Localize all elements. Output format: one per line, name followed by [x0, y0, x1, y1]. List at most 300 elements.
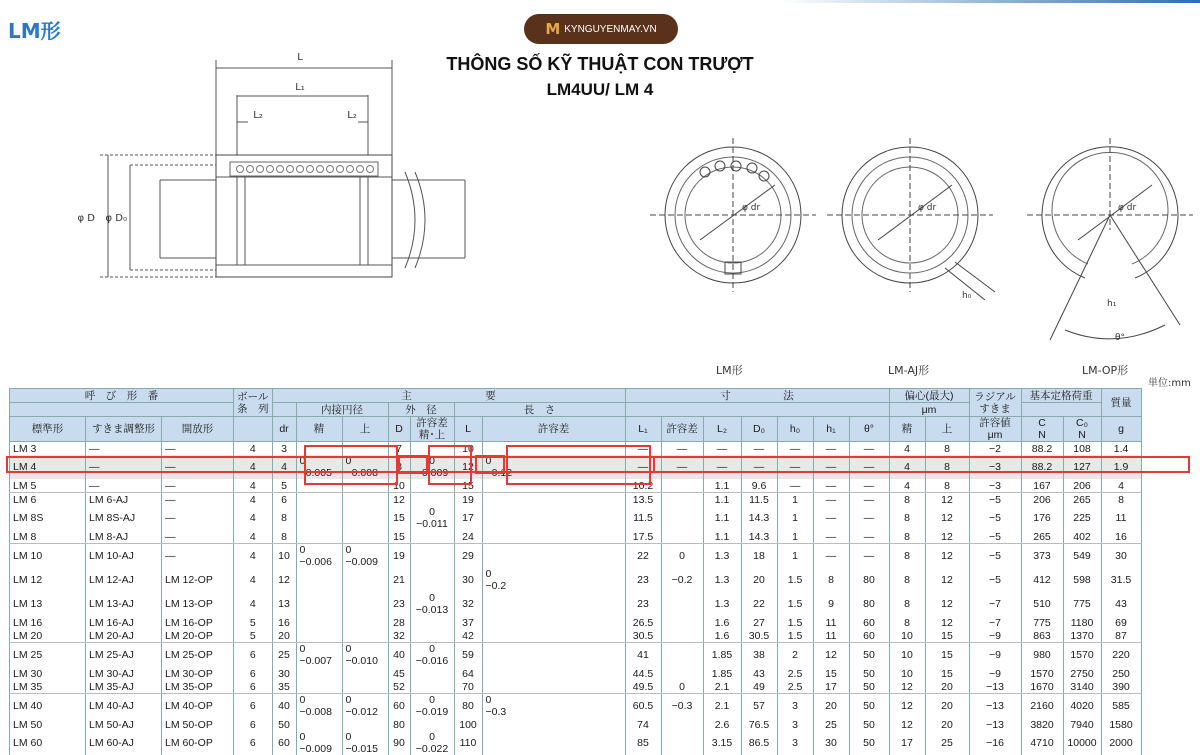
- cell-open: —: [162, 455, 234, 479]
- cell-g: 1.9: [1101, 455, 1141, 479]
- cell-L2: 1.85: [703, 643, 741, 668]
- cell-open: LM 50-OP: [162, 718, 234, 731]
- cell-h1: 30: [813, 731, 849, 755]
- cell-std: LM 40: [10, 694, 86, 719]
- cell-ball: 6: [234, 718, 273, 731]
- cell-L2: 2.6: [703, 718, 741, 731]
- cell-tol: [296, 506, 342, 530]
- cell-e1: 12: [889, 680, 925, 694]
- cell-tol: [482, 694, 625, 719]
- cell-tol: [342, 667, 388, 680]
- cell-e1: 12: [889, 718, 925, 731]
- lm-op-dr-label: φ dr: [1118, 203, 1137, 213]
- cell-L: 42: [454, 629, 482, 643]
- cell-C: 176: [1021, 506, 1063, 530]
- cell-L2: 1.85: [703, 667, 741, 680]
- cell-tol: [296, 643, 342, 668]
- cell-e1: 4: [889, 455, 925, 479]
- h-mass: 質量: [1101, 389, 1141, 417]
- cell-L: 59: [454, 643, 482, 668]
- dim-phiD: φ D: [77, 213, 95, 224]
- cell-e2: 15: [925, 629, 969, 643]
- cell-D0: 27: [741, 616, 777, 629]
- cell-tol: [410, 667, 454, 680]
- tol-lower: −0.12: [485, 467, 513, 479]
- h-jo: 上: [342, 417, 388, 442]
- cell-D0: 18: [741, 544, 777, 569]
- cell-tol: [296, 568, 342, 592]
- lm-op-theta-label: θ°: [1115, 333, 1126, 343]
- cell-e1: 8: [889, 568, 925, 592]
- h-sukimachosei: すきま調整形: [86, 417, 162, 442]
- caption-lm: LM形: [716, 364, 743, 377]
- tol-lower: −0.005: [299, 467, 332, 479]
- cell-tol: [410, 530, 454, 544]
- cell-tol: [342, 568, 388, 592]
- cell-rad: −13: [969, 718, 1021, 731]
- cell-D: 52: [388, 680, 410, 694]
- cell-dr: 8: [272, 506, 296, 530]
- cell-ball: 4: [234, 544, 273, 569]
- cell-e1: 4: [889, 442, 925, 456]
- lm-dr-label: φ dr: [742, 203, 761, 213]
- cell-th: 50: [849, 731, 889, 755]
- cell-tol: [410, 592, 454, 616]
- cell-open: LM 30-OP: [162, 667, 234, 680]
- cell-C: 265: [1021, 530, 1063, 544]
- cell-D: 90: [388, 731, 410, 755]
- tol-upper: 0: [429, 455, 435, 467]
- cell-C: 1670: [1021, 680, 1063, 694]
- cell-e2: 8: [925, 455, 969, 479]
- cell-tol: [342, 718, 388, 731]
- cell-ball: 6: [234, 694, 273, 719]
- caption-lm-aj: LM-AJ形: [888, 364, 930, 377]
- cell-L: 19: [454, 493, 482, 507]
- cell-std: LM 8S: [10, 506, 86, 530]
- cell-C: 2160: [1021, 694, 1063, 719]
- h-gai: 外 径: [388, 403, 454, 417]
- dim-L: L: [297, 52, 303, 63]
- cell-tol: [296, 629, 342, 643]
- tol-upper: 0: [345, 731, 352, 743]
- cell-rad: −5: [969, 493, 1021, 507]
- page-subtitle: LM4UU/ LM 4: [546, 80, 654, 99]
- tol-lower: −0.010: [345, 655, 378, 667]
- cell-tol_l1: −0.2: [661, 568, 703, 592]
- cell-ball: 6: [234, 680, 273, 694]
- h-henshin: 偏心(最大): [889, 389, 969, 403]
- cell-L2: 3.15: [703, 731, 741, 755]
- table-row: [10, 479, 1142, 493]
- cell-D0: 86.5: [741, 731, 777, 755]
- cell-rad: −9: [969, 643, 1021, 668]
- cell-h1: —: [813, 506, 849, 530]
- cell-h0: 1: [777, 544, 813, 569]
- cell-C: 3820: [1021, 718, 1063, 731]
- table-row: [10, 694, 1142, 719]
- cell-e2: 12: [925, 568, 969, 592]
- cell-L1: 44.5: [625, 667, 661, 680]
- cell-th: —: [849, 530, 889, 544]
- h-kyoyosa-L: 許容差: [482, 417, 625, 442]
- spec-table: [9, 388, 1142, 755]
- cell-tol: [410, 680, 454, 694]
- cell-dr: 5: [272, 479, 296, 493]
- cell-L: 10: [454, 442, 482, 456]
- h-radial: ラジアル すきま: [969, 389, 1021, 417]
- cell-h0: 1.5: [777, 592, 813, 616]
- cell-tol: [342, 616, 388, 629]
- cell-th: 50: [849, 643, 889, 668]
- cell-e2: 8: [925, 479, 969, 493]
- cell-tol: [342, 680, 388, 694]
- cell-e2: 15: [925, 667, 969, 680]
- cell-open: —: [162, 544, 234, 569]
- cell-L1: 30.5: [625, 629, 661, 643]
- cell-tol: [482, 442, 625, 456]
- cell-e1: 10: [889, 667, 925, 680]
- cell-tol: [296, 718, 342, 731]
- cell-g: 4: [1101, 479, 1141, 493]
- tol-upper: 0: [485, 568, 492, 580]
- cell-e2: 20: [925, 680, 969, 694]
- cell-ball: 4: [234, 592, 273, 616]
- tol-upper: 0: [345, 455, 352, 467]
- cell-th: —: [849, 455, 889, 479]
- cell-L1: —: [625, 442, 661, 456]
- cell-D0: —: [741, 455, 777, 479]
- cell-dr: 4: [272, 455, 296, 479]
- cell-h0: —: [777, 455, 813, 479]
- table-row: [10, 493, 1142, 507]
- cell-open: LM 40-OP: [162, 694, 234, 719]
- cell-std: LM 25: [10, 643, 86, 668]
- table-row: [10, 616, 1142, 629]
- cell-std: LM 5: [10, 479, 86, 493]
- tol-upper: 0: [429, 694, 435, 706]
- h-sunpo: 寸 法: [625, 389, 889, 403]
- cell-std: LM 13: [10, 592, 86, 616]
- cell-tol: [342, 592, 388, 616]
- cell-C0: 1370: [1063, 629, 1101, 643]
- cell-L1: 85: [625, 731, 661, 755]
- cell-tol_l1: [661, 667, 703, 680]
- cell-tol: [410, 616, 454, 629]
- cell-adj: —: [86, 455, 162, 479]
- cell-tol: [482, 643, 625, 668]
- cell-tol: [342, 643, 388, 668]
- h-shuyo: 主 要: [272, 389, 625, 403]
- cell-e1: 8: [889, 506, 925, 530]
- cell-D0: 11.5: [741, 493, 777, 507]
- cell-C0: 402: [1063, 530, 1101, 544]
- cell-th: —: [849, 479, 889, 493]
- cell-th: 50: [849, 694, 889, 719]
- cell-rad: −5: [969, 568, 1021, 592]
- cell-tol: [410, 479, 454, 493]
- lm-aj-h0-label: h₀: [962, 291, 972, 301]
- cell-tol: [410, 643, 454, 668]
- tol-lower: −0.009: [299, 743, 332, 755]
- cell-L1: 13.5: [625, 493, 661, 507]
- table-row: [10, 718, 1142, 731]
- cell-dr: 8: [272, 530, 296, 544]
- cell-tol: [482, 530, 625, 544]
- tol-lower: −0.007: [299, 655, 332, 667]
- cell-h1: —: [813, 493, 849, 507]
- cell-L1: —: [625, 455, 661, 479]
- cell-ball: 4: [234, 568, 273, 592]
- cell-e1: 8: [889, 544, 925, 569]
- cell-e1: 8: [889, 616, 925, 629]
- cell-tol: [410, 694, 454, 719]
- cell-open: LM 60-OP: [162, 731, 234, 755]
- cell-rad: −3: [969, 479, 1021, 493]
- cell-e2: 15: [925, 643, 969, 668]
- cell-open: —: [162, 442, 234, 456]
- cell-h1: 20: [813, 694, 849, 719]
- cell-h0: 1.5: [777, 616, 813, 629]
- cell-dr: 40: [272, 694, 296, 719]
- cell-tol: [342, 694, 388, 719]
- cell-D0: 38: [741, 643, 777, 668]
- cell-h1: 11: [813, 629, 849, 643]
- cell-D0: 57: [741, 694, 777, 719]
- tol-upper: 0: [429, 643, 435, 655]
- cell-tol_l1: [661, 718, 703, 731]
- cell-dr: 10: [272, 544, 296, 569]
- cell-dr: 35: [272, 680, 296, 694]
- cell-tol_l1: 0: [661, 680, 703, 694]
- cell-dr: 25: [272, 643, 296, 668]
- table-row: [10, 667, 1142, 680]
- table-row: [10, 643, 1142, 668]
- cell-dr: 12: [272, 568, 296, 592]
- cell-D0: 30.5: [741, 629, 777, 643]
- cell-L1: 49.5: [625, 680, 661, 694]
- cell-L1: 41: [625, 643, 661, 668]
- cell-tol: [296, 694, 342, 719]
- cell-L: 80: [454, 694, 482, 719]
- cell-adj: LM 8S-AJ: [86, 506, 162, 530]
- cell-tol: [296, 544, 342, 569]
- cell-tol_l1: —: [661, 442, 703, 456]
- cell-ball: 4: [234, 506, 273, 530]
- cell-D: 15: [388, 530, 410, 544]
- cell-D: 32: [388, 629, 410, 643]
- cell-C0: 225: [1063, 506, 1101, 530]
- h-C: C N: [1021, 417, 1063, 442]
- cell-tol: [410, 455, 454, 479]
- tol-lower: −0.016: [415, 655, 449, 667]
- caption-lm-op: LM-OP形: [1082, 364, 1129, 377]
- tol-lower: −0.2: [485, 580, 507, 592]
- cell-adj: LM 35-AJ: [86, 680, 162, 694]
- tol-upper: 0: [299, 731, 306, 743]
- cell-rad: −16: [969, 731, 1021, 755]
- cell-h1: 9: [813, 592, 849, 616]
- cell-L1: 10.2: [625, 479, 661, 493]
- cell-L1: 60.5: [625, 694, 661, 719]
- cell-tol: [296, 455, 342, 479]
- cell-adj: LM 60-AJ: [86, 731, 162, 755]
- cell-std: LM 30: [10, 667, 86, 680]
- cell-h1: —: [813, 479, 849, 493]
- cell-h1: 12: [813, 643, 849, 668]
- cell-open: —: [162, 479, 234, 493]
- cell-dr: 30: [272, 667, 296, 680]
- cell-e1: 12: [889, 694, 925, 719]
- cell-D0: 76.5: [741, 718, 777, 731]
- cell-D: 15: [388, 506, 410, 530]
- cell-D: 10: [388, 479, 410, 493]
- cell-C: 1570: [1021, 667, 1063, 680]
- cell-D0: —: [741, 442, 777, 456]
- h-D0: D₀: [741, 417, 777, 442]
- cell-h1: 8: [813, 568, 849, 592]
- h-um2: 許容値 μm: [969, 417, 1021, 442]
- cell-e1: 4: [889, 479, 925, 493]
- cell-g: 87: [1101, 629, 1141, 643]
- cell-C0: 598: [1063, 568, 1101, 592]
- tol-upper: 0: [299, 544, 306, 556]
- cell-th: —: [849, 493, 889, 507]
- h-L: L: [454, 417, 482, 442]
- cell-h0: 1.5: [777, 629, 813, 643]
- cell-th: 50: [849, 680, 889, 694]
- cell-open: LM 20-OP: [162, 629, 234, 643]
- cell-dr: 13: [272, 592, 296, 616]
- cell-C: 775: [1021, 616, 1063, 629]
- cell-D: 19: [388, 544, 410, 569]
- cell-g: 43: [1101, 592, 1141, 616]
- cell-L2: 1.1: [703, 530, 741, 544]
- cell-tol: [482, 544, 625, 569]
- cell-rad: −5: [969, 530, 1021, 544]
- h-theta: θ°: [849, 417, 889, 442]
- cell-D: 8: [388, 455, 410, 479]
- cell-C: 167: [1021, 479, 1063, 493]
- cell-open: LM 35-OP: [162, 680, 234, 694]
- cell-L2: 1.3: [703, 568, 741, 592]
- h-kyoyosa-L1: 許容差: [661, 417, 703, 442]
- cell-dr: 16: [272, 616, 296, 629]
- cell-tol: [410, 442, 454, 456]
- cell-L: 32: [454, 592, 482, 616]
- cell-std: LM 60: [10, 731, 86, 755]
- cell-tol: [342, 479, 388, 493]
- table-row: [10, 442, 1142, 456]
- cell-ball: 6: [234, 643, 273, 668]
- h-kaiho: 開放形: [162, 417, 234, 442]
- table-row: [10, 530, 1142, 544]
- cell-th: 50: [849, 667, 889, 680]
- tol-upper: 0: [299, 643, 306, 655]
- cell-g: 31.5: [1101, 568, 1141, 592]
- cell-e1: 8: [889, 493, 925, 507]
- h-dr: dr: [272, 417, 296, 442]
- cell-th: —: [849, 506, 889, 530]
- tol-lower: −0.022: [415, 743, 449, 755]
- logo-text: KYNGUYENMAY.VN: [564, 23, 657, 35]
- cell-D0: 14.3: [741, 530, 777, 544]
- cell-rad: −2: [969, 442, 1021, 456]
- h-um: μm: [889, 403, 969, 417]
- cell-tol: [296, 530, 342, 544]
- cell-D0: 20: [741, 568, 777, 592]
- cell-tol: [296, 442, 342, 456]
- cell-h1: 25: [813, 718, 849, 731]
- cell-tol_l1: 0: [661, 544, 703, 569]
- cell-C: 4710: [1021, 731, 1063, 755]
- cell-L: 37: [454, 616, 482, 629]
- cell-dr: 3: [272, 442, 296, 456]
- cell-tol_l1: [661, 643, 703, 668]
- h-g: g: [1101, 417, 1141, 442]
- cell-C0: 3140: [1063, 680, 1101, 694]
- cell-tol: [410, 718, 454, 731]
- cell-tol: [342, 455, 388, 479]
- cell-g: 11: [1101, 506, 1141, 530]
- cell-e2: 12: [925, 616, 969, 629]
- cell-D: 28: [388, 616, 410, 629]
- cell-open: —: [162, 493, 234, 507]
- h-jo2: 上: [925, 417, 969, 442]
- cell-h0: 2.5: [777, 667, 813, 680]
- cell-g: 1.4: [1101, 442, 1141, 456]
- tol-upper: 0: [429, 506, 435, 518]
- cell-adj: LM 12-AJ: [86, 568, 162, 592]
- cell-adj: LM 50-AJ: [86, 718, 162, 731]
- cell-ball: 6: [234, 667, 273, 680]
- cell-rad: −5: [969, 544, 1021, 569]
- cell-L1: 22: [625, 544, 661, 569]
- cell-tol: [410, 544, 454, 569]
- cell-L2: 1.6: [703, 629, 741, 643]
- cell-h0: 1.5: [777, 568, 813, 592]
- cell-C0: 1180: [1063, 616, 1101, 629]
- cell-D: 40: [388, 643, 410, 668]
- tol-upper: 0: [429, 592, 435, 604]
- tol-upper: 0: [485, 455, 492, 467]
- cell-rad: −13: [969, 694, 1021, 719]
- cell-L2: 1.1: [703, 479, 741, 493]
- cell-g: 8: [1101, 493, 1141, 507]
- cell-open: —: [162, 506, 234, 530]
- cell-tol: [296, 667, 342, 680]
- cell-L1: 26.5: [625, 616, 661, 629]
- cell-tol: [482, 629, 625, 643]
- cell-e2: 8: [925, 442, 969, 456]
- unit-label: 単位:mm: [1148, 378, 1191, 389]
- cell-rad: −9: [969, 629, 1021, 643]
- table-row: [10, 544, 1142, 569]
- h-sei2: 精: [889, 417, 925, 442]
- cell-tol_l1: [661, 731, 703, 755]
- h-L2: L₂: [703, 417, 741, 442]
- dim-L2-left: L₂: [253, 110, 263, 121]
- cell-L: 15: [454, 479, 482, 493]
- cell-h1: 15: [813, 667, 849, 680]
- cell-adj: LM 13-AJ: [86, 592, 162, 616]
- cell-dr: 20: [272, 629, 296, 643]
- tol-lower: −0.008: [299, 706, 332, 718]
- cell-tol: [296, 479, 342, 493]
- cell-C0: 4020: [1063, 694, 1101, 719]
- cell-e2: 20: [925, 718, 969, 731]
- cell-D: 12: [388, 493, 410, 507]
